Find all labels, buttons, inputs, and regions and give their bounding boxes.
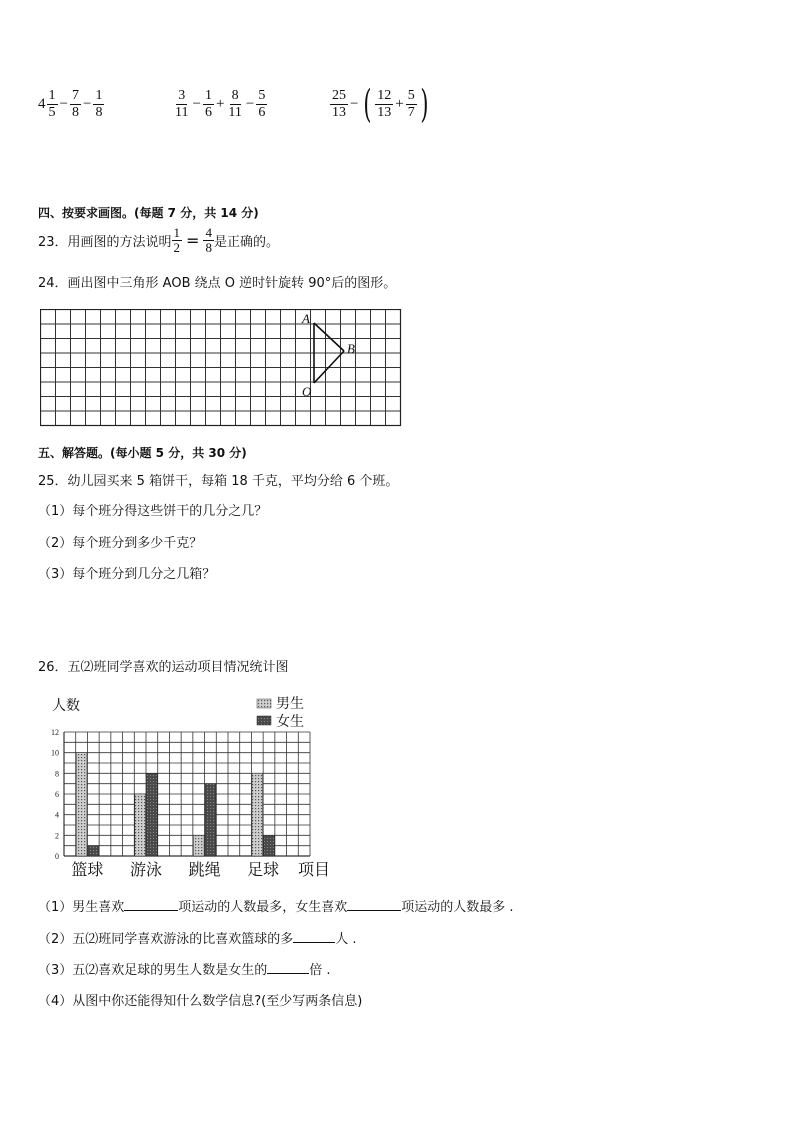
- answer-blank[interactable]: [124, 898, 178, 911]
- y-tick-label: 4: [55, 810, 59, 820]
- answer-blank[interactable]: [293, 930, 335, 943]
- triangle-side-ab: [314, 323, 344, 351]
- fraction: $\frac{8}{11}$: [228, 88, 242, 120]
- x-category-label: 跳绳: [188, 860, 221, 879]
- sports-bar-chart: [30, 688, 350, 883]
- legend: [257, 695, 304, 730]
- question-24: 24．画出图中三角形 AOB 绕点 O 逆时针旋转 90°后的图形。: [38, 276, 397, 291]
- q23-suffix: 是正确的。: [213, 235, 279, 250]
- q26-p3-text-a: （3）五⑵喜欢足球的男生人数是女生的: [38, 963, 268, 978]
- answer-blank[interactable]: [347, 898, 401, 911]
- q26-p1-text-c: 项运动的人数最多 .: [401, 900, 514, 915]
- fraction: $\frac{12}{13}$: [377, 87, 392, 120]
- legend-label-girls: 女生: [276, 714, 304, 730]
- q26-p2-text-b: 人 .: [335, 932, 357, 947]
- fraction: $\frac{1}{2}$: [173, 225, 181, 255]
- operator: +: [215, 96, 225, 112]
- whole-number: 4: [38, 96, 46, 112]
- question-23: [38, 226, 279, 255]
- question-25-part-2: （2）每个班分到多少千克？: [38, 536, 203, 551]
- x-category-label: 游泳: [129, 860, 163, 879]
- operator: −: [82, 96, 92, 112]
- bar-girls: [264, 835, 275, 856]
- operator: +: [395, 95, 404, 112]
- bar-boys: [135, 794, 146, 856]
- expression-1: [38, 88, 104, 121]
- question-26-part-2: [38, 928, 357, 947]
- fraction: $\frac{7}{8}$: [71, 88, 79, 120]
- question-26-title: 26．五⑵班同学喜欢的运动项目情况统计图: [38, 660, 289, 675]
- section-4-heading: 四、按要求画图。(每题 7 分，共 14 分): [38, 206, 259, 220]
- q26-p1-text-b: 项运动的人数最多，女生喜欢: [178, 900, 348, 915]
- operator: −: [350, 95, 359, 112]
- x-category-label: 足球: [247, 860, 280, 879]
- question-26-part-4: （4）从图中你还能得知什么数学信息?(至少写两条信息): [38, 994, 363, 1009]
- fraction: $\frac{5}{7}$: [407, 87, 415, 120]
- legend-swatch-girls: [257, 716, 271, 725]
- x-category-label: 篮球: [71, 860, 104, 879]
- fraction: $\frac{4}{8}$: [205, 225, 212, 255]
- q26-p2-text-a: （2）五⑵班同学喜欢游泳的比喜欢篮球的多: [38, 932, 294, 947]
- question-25-part-3: （3）每个班分到几分之几箱？: [38, 567, 216, 582]
- q26-p1-text-a: （1）男生喜欢: [38, 900, 125, 915]
- operator: −: [192, 96, 201, 112]
- question-25-part-1: （1）每个班分得这些饼干的几分之几？: [38, 504, 268, 519]
- x-axis-label: 项目: [298, 860, 331, 879]
- fraction: $\frac{3}{11}$: [175, 88, 189, 120]
- y-tick-label: 0: [55, 852, 59, 861]
- right-paren: ): [420, 82, 429, 126]
- fraction: $\frac{25}{13}$: [332, 87, 346, 120]
- label-a: A: [302, 311, 310, 326]
- label-b: B: [347, 341, 355, 356]
- fraction: $\frac{1}{5}$: [48, 88, 56, 120]
- equals-sign: =: [186, 231, 200, 250]
- q26-p3-text-b: 倍 .: [309, 963, 331, 978]
- y-axis-label: 人数: [52, 698, 80, 714]
- q23-prefix: 23．用画图的方法说明: [38, 235, 172, 250]
- bar-girls: [147, 773, 158, 856]
- fraction: $\frac{1}{6}$: [204, 88, 212, 120]
- legend-swatch-boys: [257, 699, 271, 708]
- y-tick-label: 2: [55, 831, 59, 841]
- left-paren: (: [363, 82, 372, 126]
- rotation-grid: [40, 309, 402, 427]
- operator: −: [245, 96, 255, 112]
- question-26-part-1: [38, 896, 514, 915]
- fraction: $\frac{1}{8}$: [95, 88, 103, 120]
- y-tick-label: 12: [51, 728, 59, 737]
- expression-2: [173, 88, 267, 121]
- answer-blank[interactable]: [267, 961, 309, 974]
- legend-label-boys: 男生: [276, 696, 304, 712]
- bar-boys: [193, 835, 204, 856]
- bar-boys: [252, 773, 263, 856]
- section-5-heading: 五、解答题。(每小题 5 分，共 30 分): [38, 446, 247, 460]
- y-tick-label: 10: [51, 748, 59, 758]
- y-tick-label: 8: [55, 769, 59, 779]
- label-o: O: [302, 384, 312, 399]
- question-26-part-3: [38, 959, 331, 978]
- fraction: $\frac{5}{6}$: [258, 88, 266, 120]
- expression-3: [330, 82, 432, 126]
- y-tick-label: 6: [55, 790, 59, 799]
- bar-girls: [88, 846, 99, 856]
- bar-boys: [76, 753, 87, 856]
- question-25: 25．幼儿园买来 5 箱饼干，每箱 18 千克，平均分给 6 个班。: [38, 474, 399, 489]
- bar-girls: [205, 784, 216, 856]
- operator: −: [59, 96, 68, 112]
